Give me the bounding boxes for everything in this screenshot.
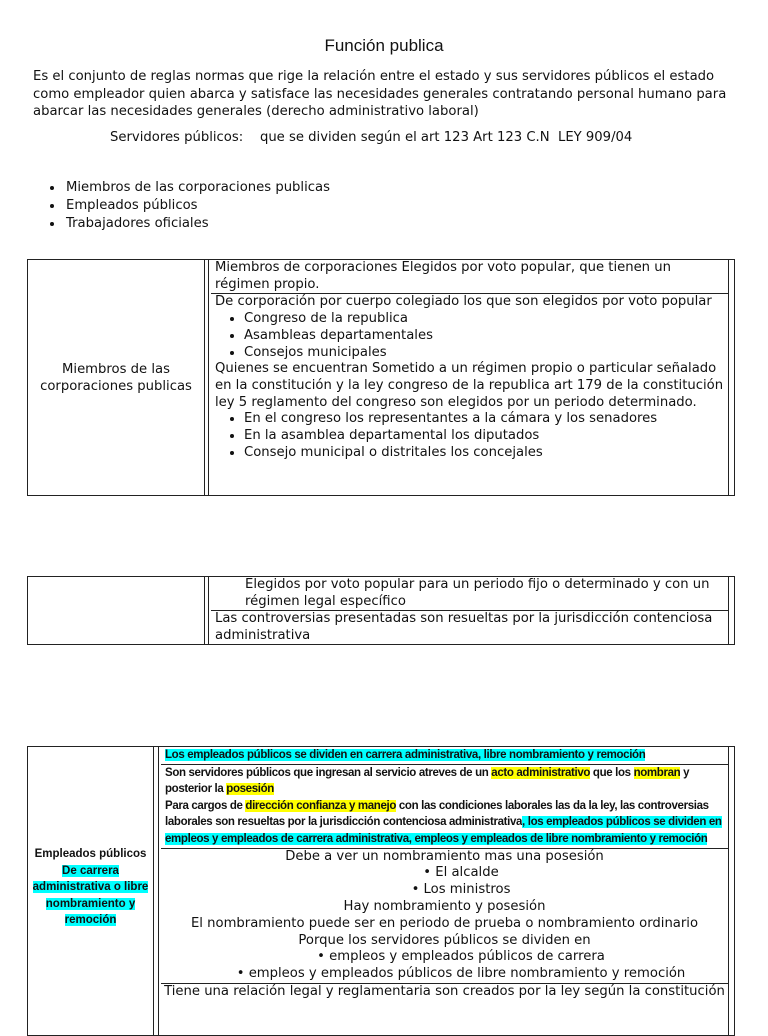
highlighted-text: posesión (226, 783, 274, 796)
list-item: • En la asamblea departamental los diputados (244, 428, 728, 445)
table-empleados (27, 746, 735, 1036)
table-corporaciones (27, 259, 735, 496)
table-left-cell (28, 747, 154, 1035)
table-text: Tiene una relación legal y reglamentaria son creados por la ley según la constitución (161, 983, 728, 1001)
highlighted-text: acto administrativo (491, 766, 591, 779)
list-item: • Trabajadores oficiales (64, 215, 330, 233)
table-left-cell: Miembros de las corporaciones publicas (28, 260, 205, 495)
highlighted-text: Los empleados públicos se dividen en carrera administrativa, libre nombramiento y remoción (165, 749, 646, 761)
list-item: • empleos y empleados públicos de libre nombramiento y remoción (194, 966, 728, 983)
list-item: • empleos y empleados públicos de carrera (194, 949, 728, 966)
table-right-cell (211, 577, 728, 645)
servers-line: Servidores públicos: que se dividen según el art 123 Art 123 C.N LEY 909/04 (110, 130, 633, 145)
list-item: • Consejo municipal o distritales los concejales (244, 445, 728, 462)
table-elegidos (27, 576, 735, 645)
servers-list (30, 179, 330, 233)
intro-paragraph: Es el conjunto de reglas normas que rige la relación entre el estado y sus servidores públicos el estado como empleador quien abarca y satisface las necesidades generales contratando personal humano para abarcar las necesidades generales (derecho administrativo laboral) (33, 69, 727, 119)
list-item: • Congreso de la republica (244, 311, 728, 328)
table-text: Para cargos de dirección confianza y manejo con las condiciones laborales las da la ley, las controversias laborales son resueltas por la jurisdicción contenciosa administrativa, los empleados públicos se dividen en empleos y empleados de carrera administrativa, empleos y empleados de libre nombramiento y remoción (165, 799, 722, 845)
list-item: • En el congreso los representantes a la cámara y los senadores (244, 411, 728, 428)
page-title: Función publica (324, 36, 444, 55)
highlighted-text: De carrera administrativa o libre nombramiento y remoción (32, 864, 149, 926)
table-text: Miembros de corporaciones Elegidos por voto popular, que tienen un régimen propio. (215, 260, 671, 292)
table-text: Elegidos por voto popular para un periodo fijo o determinado y con un régimen legal específico (245, 577, 710, 609)
table-list (211, 411, 728, 461)
highlighted-text: , los empleados públicos se dividen en empleos y empleados de carrera administrativa, empleos y empleados de libre nombramiento y remoción (165, 816, 722, 845)
list-item: • Miembros de las corporaciones publicas (64, 179, 330, 197)
table-right-cell (161, 747, 728, 1001)
list-item: • Consejos municipales (244, 345, 728, 362)
table-right-cell (211, 260, 728, 461)
table-text: Son servidores públicos que ingresan al servicio atreves de un acto administrativo que los nombran y posterior la posesión (161, 764, 728, 798)
list-item: • Asambleas departamentales (244, 328, 728, 345)
list-item: • El alcalde (194, 865, 728, 882)
table-left-cell (28, 577, 205, 644)
table-list (211, 311, 728, 361)
table-text: Quienes se encuentran Sometido a un régimen propio o particular señalado en la constitución y la ley congreso de la republica art 179 de la constitución ley 5 reglamento del congreso son elegidos por un periodo determinado. (215, 361, 724, 410)
highlighted-text: nombran (633, 766, 681, 779)
table-text: Debe a ver un nombramiento mas una posesión • El alcalde • Los ministros Hay nombramiento y posesión El nombramiento puede ser en periodo de prueba o nombramiento ordinario Porque los servidores públicos se dividen en • empleos y empleados públicos de carrera • empleos y empleados públicos de libre nombramiento y remoción (161, 848, 728, 983)
table-text: Empleados públicos (34, 848, 147, 860)
list-item: • Empleados públicos (64, 197, 330, 215)
table-text: De corporación por cuerpo colegiado los que son elegidos por voto popular (211, 293, 728, 311)
highlighted-text: dirección confianza y manejo (245, 799, 397, 812)
table-text: Las controversias presentadas son resueltas por la jurisdicción contenciosa administrativa (211, 610, 728, 644)
list-item: • Los ministros (194, 882, 728, 899)
